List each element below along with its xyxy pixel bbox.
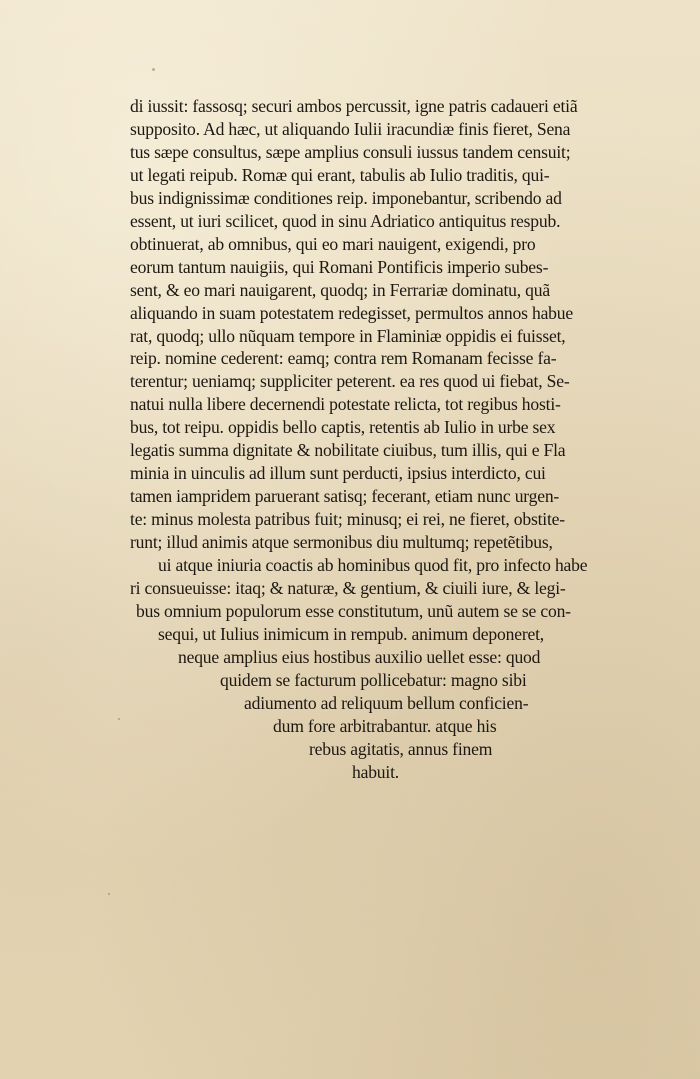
- text-line: essent, ut iuri scilicet, quod in sinu Adriatico antiquitus respub.: [130, 210, 561, 231]
- text-line: habuit.: [352, 761, 399, 782]
- page-text: [130, 95, 650, 784]
- text-line: tus sæpe consultus, sæpe amplius consuli iussus tandem censuit;: [130, 141, 571, 162]
- text-line: minia in uinculis ad illum sunt perducti, ipsius interdicto, cui: [130, 463, 546, 484]
- text-line: te: minus molesta patribus fuit; minusq; ei rei, ne fieret, obstite-: [130, 509, 565, 530]
- text-line: obtinuerat, ab omnibus, qui eo mari nauigent, exigendi, pro: [130, 233, 536, 254]
- text-line: dum fore arbitrabantur. atque his: [273, 715, 497, 736]
- page-speck: [108, 893, 110, 895]
- text-line: neque amplius eius hostibus auxilio uellet esse: quod: [178, 646, 541, 667]
- text-line: aliquando in suam potestatem redegisset, permultos annos habue: [130, 302, 573, 323]
- text-line: reip. nomine cederent: eamq; contra rem Romanam fecisse fa-: [130, 348, 557, 369]
- text-line: sequi, ut Iulius inimicum in rempub. animum deponeret,: [158, 623, 544, 644]
- text-line: rebus agitatis, annus finem: [309, 738, 493, 759]
- text-line: natui nulla libere decernendi potestate relicta, tot regibus hosti-: [130, 394, 561, 415]
- text-line: runt; illud animis atque sermonibus diu multumq; repetẽtibus,: [130, 532, 553, 553]
- text-line: ui atque iniuria coactis ab hominibus quod fit, pro infecto habe: [158, 555, 588, 576]
- text-line: terentur; ueniamq; suppliciter peterent. ea res quod ui fiebat, Se-: [130, 371, 570, 392]
- text-line: bus omnium populorum esse constitutum, unũ autem se se con-: [136, 600, 571, 621]
- text-line: eorum tantum nauigiis, qui Romani Pontificis imperio subes-: [130, 256, 549, 277]
- text-line: ri consueuisse: itaq; & naturæ, & gentium, & ciuili iure, & legi-: [130, 578, 566, 599]
- text-line: tamen iampridem paruerant satisq; fecerant, etiam nunc urgen-: [130, 486, 560, 507]
- text-line: sent, & eo mari nauigarent, quodq; in Ferrariæ dominatu, quã: [130, 279, 550, 300]
- text-line: bus, tot reipu. oppidis bello captis, retentis ab Iulio in urbe sex: [130, 417, 556, 438]
- page-speck: [118, 718, 120, 720]
- text-line: ut legati reipub. Romæ qui erant, tabulis ab Iulio traditis, qui-: [130, 164, 550, 185]
- text-line: supposito. Ad hæc, ut aliquando Iulii iracundiæ finis fieret, Sena: [130, 118, 571, 139]
- text-line: quidem se facturum pollicebatur: magno sibi: [220, 669, 527, 690]
- text-line: bus indignissimæ conditiones reip. imponebantur, scribendo ad: [130, 187, 562, 208]
- text-line: di iussit: fassosq; securi ambos percussit, igne patris cadaueri etiã: [130, 96, 578, 116]
- text-line: legatis summa dignitate & nobilitate ciuibus, tum illis, qui e Fla: [130, 440, 566, 461]
- text-line: rat, quodq; ullo nũquam tempore in Flaminiæ oppidis ei fuisset,: [130, 325, 566, 346]
- text-line: adiumento ad reliquum bellum conficien-: [244, 692, 529, 713]
- page-speck: [152, 68, 155, 71]
